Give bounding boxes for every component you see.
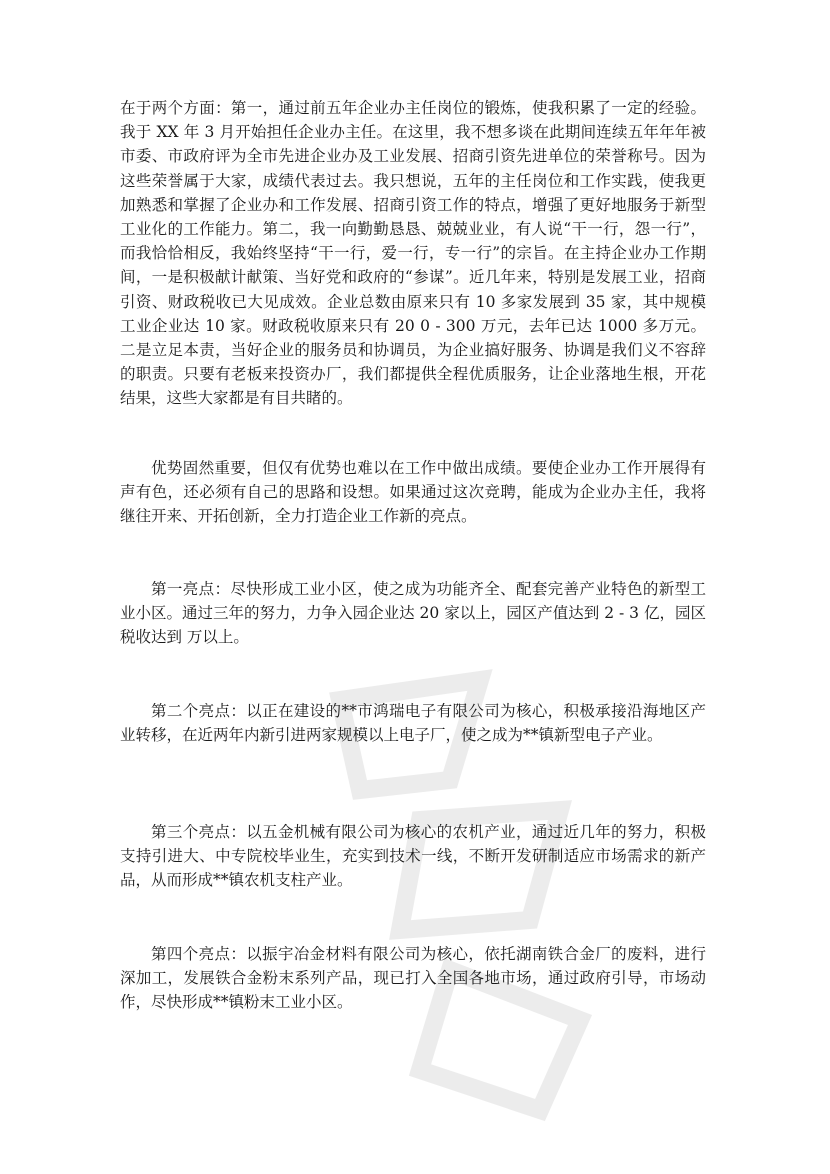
paragraph-highlight-3: 第三个亮点：以五金机械有限公司为核心的农机产业，通过近几年的努力，积极支持引进大、中专院校毕业生，充实到技术一线，不断开发研制适应市场需求的新产品，从而形成**镇农机支柱产业。	[120, 823, 706, 890]
paragraph-highlight-1: 第一亮点：尽快形成工业小区，使之成为功能齐全、配套完善产业特色的新型工业小区。通过三年的努力，力争入园企业达 20 家以上，园区产值达到 2 - 3 亿，园区税收达到 万以上。	[120, 580, 706, 647]
paragraph-strengths: 在于两个方面：第一，通过前五年企业办主任岗位的锻炼，使我积累了一定的经验。我于 XX 年 3 月开始担任企业办主任。在这里，我不想多谈在此期间连续五年年年被市委、市政府评为全市先进企业办及工业发展、招商引资先进单位的荣誉称号。因为这些荣誉属于大家，成绩代表过去。我只想说，五年的主任岗位和工作实践，使我更加熟悉和掌握了企业办和工作发展、招商引资工作的特点，增强了更好地服务于新型工业化的工作能力。第二，我一向勤勤恳恳、兢兢业业，有人说“干一行，怨一行”，而我恰恰相反，我始终坚持“干一行，爱一行，专一行”的宗旨。在主持企业办工作期间，一是积极献计献策、当好党和政府的“参谋”。近几年来，特别是发展工业，招商引资、财政税收已大见成效。企业总数由原来只有 10 多家发展到 35 家，其中规模工业企业达 10 家。财政税收原来只有 20 0 - 300 万元，去年已达 1000 多万元。二是立足本责，当好企业的服务员和协调员，为企业搞好服务、协调是我们义不容辞的职责。只要有老板来投资办厂，我们都提供全程优质服务，让企业落地生根，开花结果，这些大家都是有目共睹的。	[120, 99, 706, 408]
paragraph-highlight-2: 第二个亮点：以正在建设的**市鸿瑞电子有限公司为核心，积极承接沿海地区产业转移，在近两年内新引进两家规模以上电子厂，使之成为**镇新型电子产业。	[120, 702, 706, 745]
paragraph-highlight-4: 第四个亮点：以振宇冶金材料有限公司为核心，依托湖南铁合金厂的废料，进行深加工，发展铁合金粉末系列产品，现已打入全国各地市场，通过政府引导，市场动作，尽快形成**镇粉末工业小区。	[120, 945, 706, 1012]
paragraph-ideas: 优势固然重要，但仅有优势也难以在工作中做出成绩。要使企业办工作开展得有声有色，还必须有自己的思路和设想。如果通过这次竞聘，能成为企业办主任，我将继往开来、开拓创新，全力打造企业工作新的亮点。	[120, 459, 706, 526]
